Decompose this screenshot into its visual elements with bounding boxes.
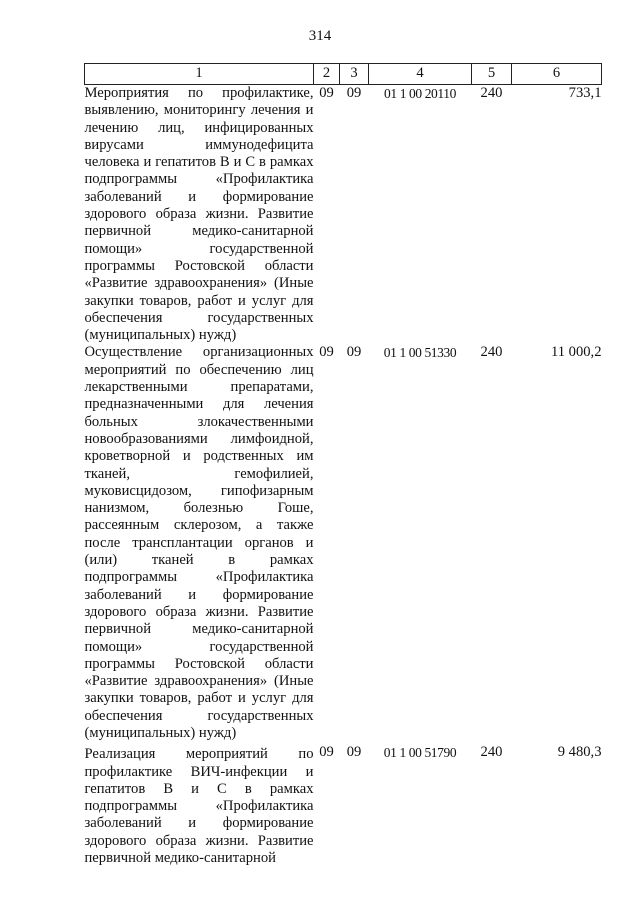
budget-table xyxy=(84,63,602,867)
row-program-code: 01 1 00 51330 xyxy=(383,345,457,361)
page-number: 314 xyxy=(308,28,332,44)
row-expense-type: 240 xyxy=(480,744,503,761)
row-subsection-code: 09 xyxy=(346,344,362,361)
row-description: Реализация мероприятий по профилактике ВИЧ-инфекции и гепатитов В и С в рамках подпрограммы «Профилактика заболеваний и формирование здорового образа жизни. Развитие первичной медико-санитарной xyxy=(84,746,314,867)
row-section-code: 09 xyxy=(319,344,334,361)
row-subsection-code: 09 xyxy=(346,85,362,101)
row-expense-type: 240 xyxy=(480,85,503,101)
header-col-3: 3 xyxy=(340,64,369,85)
table-row xyxy=(85,344,602,742)
row-expense-type: 240 xyxy=(480,344,503,361)
header-col-2: 2 xyxy=(314,64,340,85)
header-col-5: 5 xyxy=(472,64,512,85)
table-header xyxy=(85,64,602,85)
row-section-code: 09 xyxy=(319,85,334,101)
header-col-6: 6 xyxy=(512,64,602,85)
row-subsection-code: 09 xyxy=(346,744,362,761)
row-section-code: 09 xyxy=(319,744,334,761)
row-amount: 11 000,2 xyxy=(550,344,602,361)
row-program-code: 01 1 00 51790 xyxy=(383,745,457,761)
row-amount: 9 480,3 xyxy=(557,744,602,761)
header-col-1: 1 xyxy=(85,64,314,85)
row-description: Мероприятия по профилактике, выявлению, мониторингу лечения и лечению лиц, инфицированных вирусами иммунодефицита человека и гепатитов В и С в рамках подпрограммы «Профилактика заболеваний и формирование здорового образа жизни. Развитие первичной медико-санитарной помощи» государственной программы Ростовской области «Развитие здравоохранения» (Иные закупки товаров, работ и услуг для обеспечения государственных (муниципальных) нужд) xyxy=(84,85,314,344)
table-row xyxy=(85,85,602,345)
header-col-4: 4 xyxy=(369,64,472,85)
table-row xyxy=(85,742,602,867)
row-program-code: 01 1 00 20110 xyxy=(384,86,456,101)
row-amount: 733,1 xyxy=(568,85,602,101)
row-description: Осуществление организационных мероприятий по обеспечению лиц лекарственными препаратами, предназначенными для лечения больных злокачественными новообразованиями лимфоидной, кроветворной и родственных им тканей, гемофилией, муковисцидозом, гипофизарным нанизмом, болезнью Гоше, рассеянным склерозом, а также после трансплантации органов и (или) тканей в рамках подпрограммы «Профилактика заболеваний и формирование здорового образа жизни. Развитие первичной медико-санитарной помощи» государственной программы Ростовской области «Развитие здравоохранения» (Иные закупки товаров, работ и услуг для обеспечения государственных (муниципальных) нужд) xyxy=(84,344,314,741)
